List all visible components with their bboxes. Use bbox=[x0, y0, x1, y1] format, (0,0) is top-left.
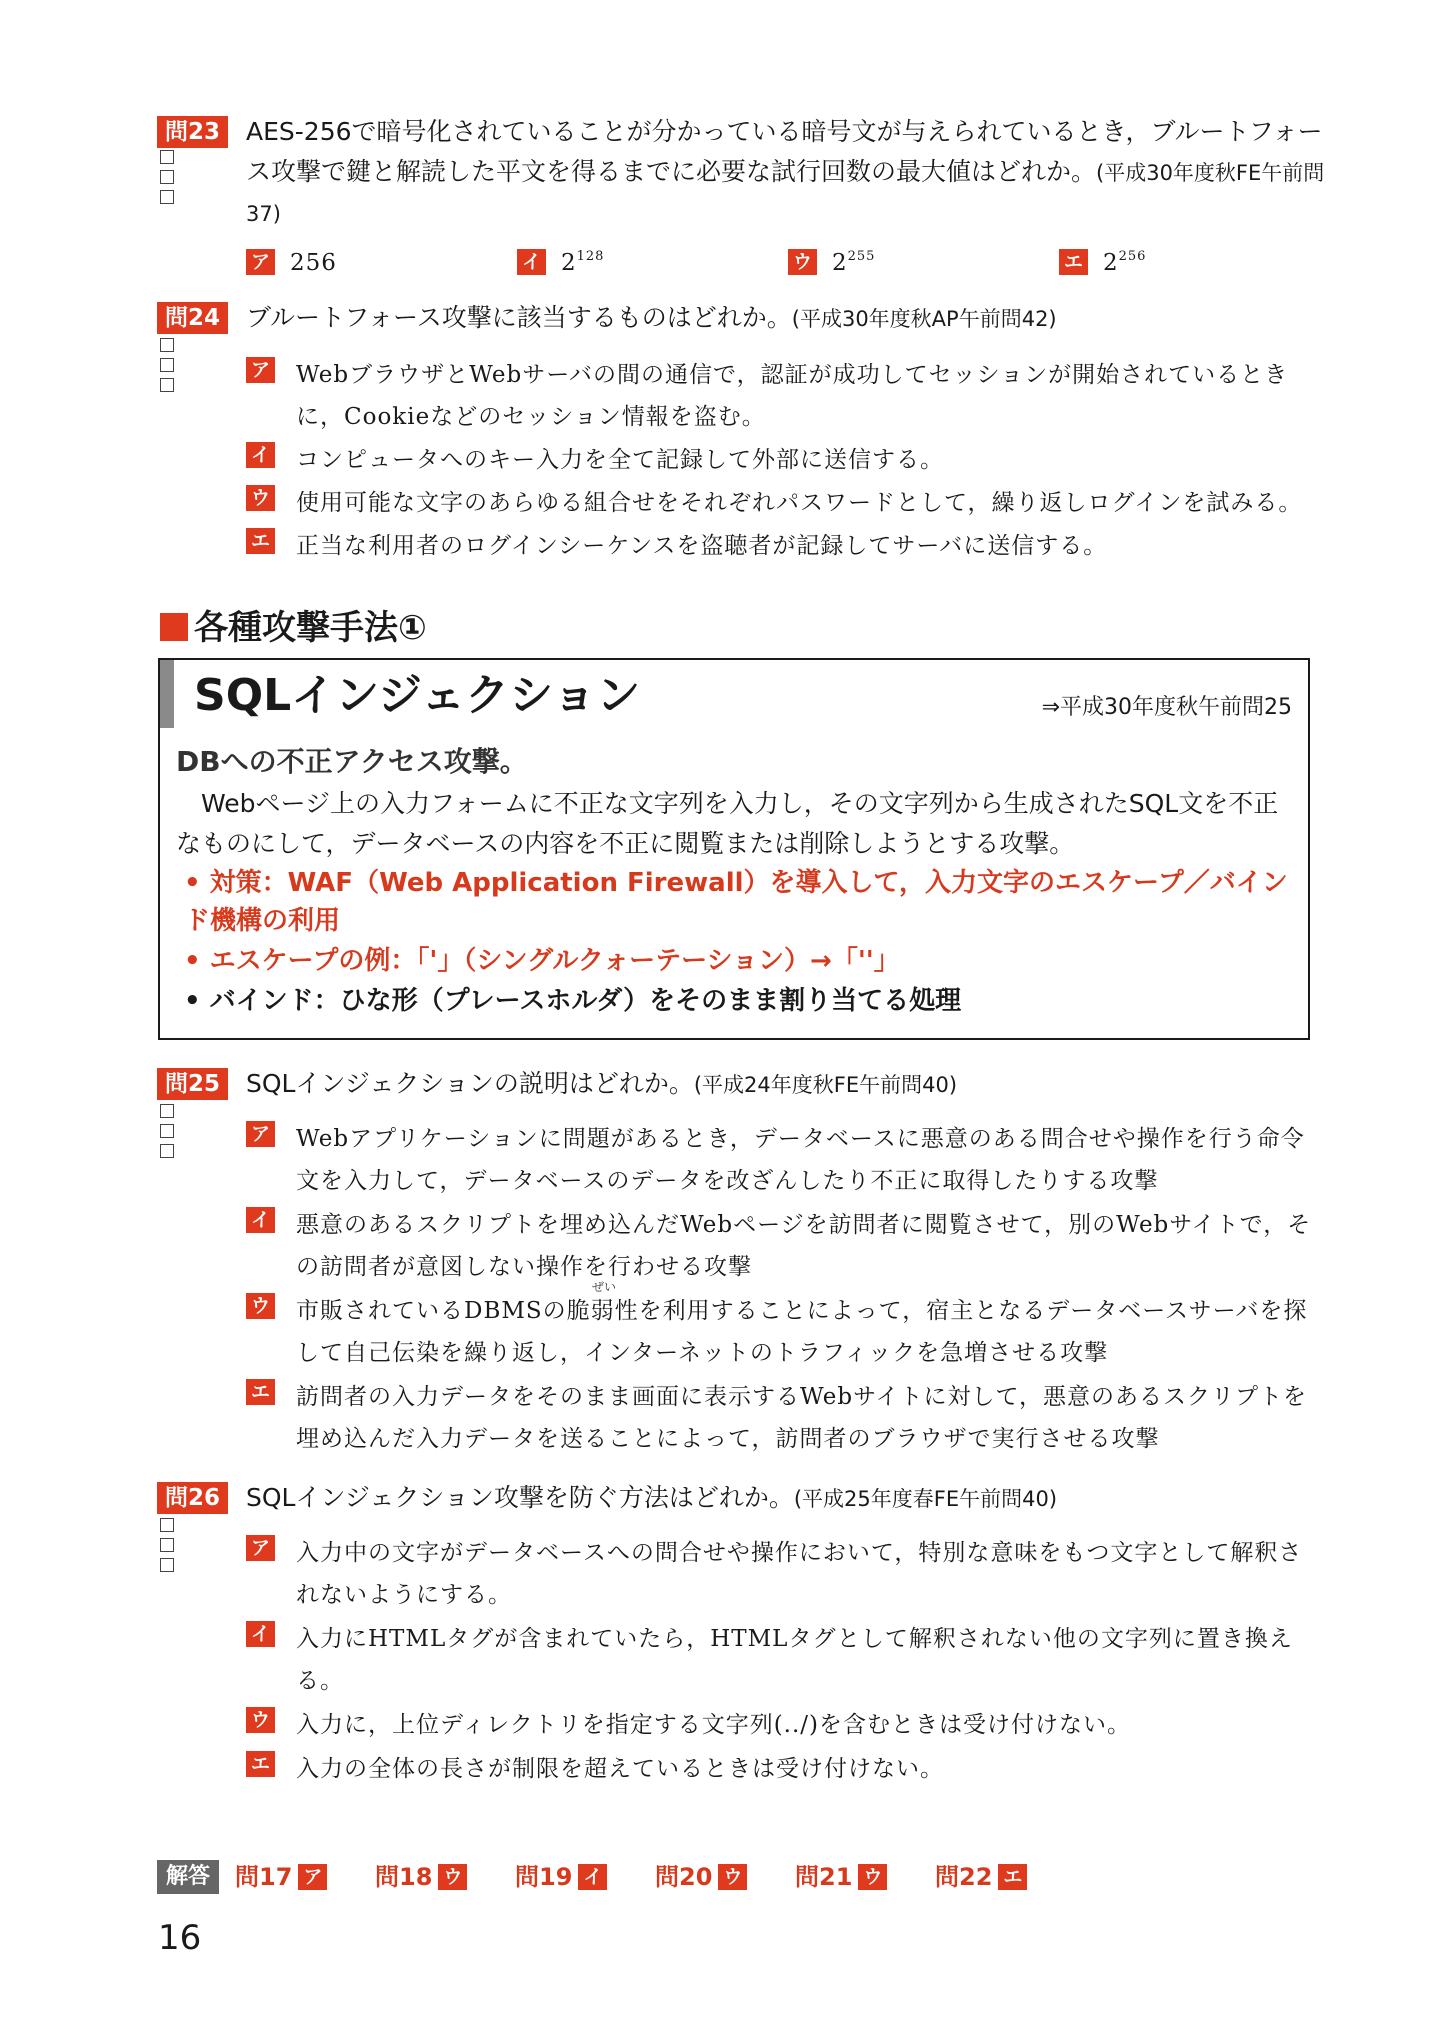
option-e[interactable]: エ 訪問者の入力データをそのまま画面に表示するWebサイトに対して，悪意のあるスクリプトを埋め込んだ入力データを送ることによって，訪問者のブラウザで実行させる攻撃 bbox=[246, 1376, 1326, 1460]
question-label-24: 問24 bbox=[157, 302, 228, 334]
checkbox[interactable] bbox=[160, 1518, 174, 1532]
question-label-23: 問23 bbox=[157, 116, 228, 148]
topic-body: Webページ上の入力フォームに不正な文字列を入力し，その文字列から生成されたSQL文を不正なものにして，データベースの内容を不正に閲覧または削除しようとする攻撃。 bbox=[176, 789, 1279, 858]
option-e[interactable]: エ 正当な利用者のログインシーケンスを盗聴者が記録してサーバに送信する。 bbox=[246, 525, 1326, 567]
option-u[interactable]: ウ $2^{255}$ bbox=[788, 243, 988, 283]
topic-title: SQLインジェクション bbox=[194, 670, 641, 721]
question-text-26: SQLインジェクション攻撃を防ぐ方法はどれか。(平成25年度春FE午前問40) bbox=[246, 1483, 1058, 1512]
topic-subtitle: DBへの不正アクセス攻撃。 bbox=[176, 745, 528, 778]
answer-item: 問20 ウ bbox=[655, 1860, 747, 1894]
checkbox[interactable] bbox=[160, 1104, 174, 1118]
question-text-25: SQLインジェクションの説明はどれか。(平成24年度秋FE午前問40) bbox=[246, 1069, 958, 1098]
answer-item: 問17 ア bbox=[235, 1860, 327, 1894]
question-text-24: ブルートフォース攻撃に該当するものはどれか。(平成30年度秋AP午前問42) bbox=[246, 303, 1057, 332]
section-heading: 各種攻撃手法① bbox=[160, 606, 427, 650]
bullet-countermeasure: • 対策：WAF（Web Application Firewall）を導入して，入力文字のエスケープ／バインド機構の利用 bbox=[184, 868, 1288, 936]
answer-item: 問19 イ bbox=[515, 1860, 607, 1894]
option-e[interactable]: エ 入力の全体の長さが制限を超えているときは受け付けない。 bbox=[246, 1748, 1326, 1790]
option-a[interactable]: ア Webアプリケーションに問題があるとき，データベースに悪意のある問合せや操作を行う命令文を入力して，データベースのデータを改ざんしたり不正に取得したりする攻撃 bbox=[246, 1118, 1326, 1202]
accent-bar bbox=[160, 660, 174, 728]
checkbox[interactable] bbox=[160, 170, 174, 184]
option-u[interactable]: ウ 使用可能な文字のあらゆる組合せをそれぞれパスワードとして，繰り返しログインを試みる。 bbox=[246, 482, 1326, 524]
option-i[interactable]: イ 悪意のあるスクリプトを埋め込んだWebページを訪問者に閲覧させて，別のWebサイトで，その訪問者が意図しない操作を行わせる攻撃 bbox=[246, 1204, 1326, 1288]
topic-reference: ⇒平成30年度秋午前問25 bbox=[1041, 695, 1292, 720]
square-icon bbox=[160, 613, 188, 641]
answer-item: 問22 エ bbox=[935, 1860, 1027, 1894]
answer-key-heading: 解答 bbox=[157, 1860, 219, 1894]
bullet-bind: • バインド：ひな形（プレースホルダ）をそのまま割り当てる処理 bbox=[184, 986, 962, 1016]
option-e[interactable]: エ $2^{256}$ bbox=[1059, 243, 1259, 283]
answer-item: 問21 ウ bbox=[795, 1860, 887, 1894]
checkbox[interactable] bbox=[160, 1558, 174, 1572]
question-text-23: AES-256で暗号化されていることが分かっている暗号文が与えられているとき，ブルートフォース攻撃で鍵と解読した平文を得るまでに必要な試行回数の最大値はどれか。(平成30年度秋FE午前問37) bbox=[246, 117, 1325, 226]
option-i[interactable]: イ 入力にHTMLタグが含まれていたら，HTMLタグとして解釈されない他の文字列に置き換える。 bbox=[246, 1618, 1326, 1702]
page-number: 16 bbox=[158, 1918, 202, 1958]
checkbox[interactable] bbox=[160, 190, 174, 204]
option-a[interactable]: ア WebブラウザとWebサーバの間の通信で，認証が成功してセッションが開始されているときに，Cookieなどのセッション情報を盗む。 bbox=[246, 354, 1326, 438]
question-label-26: 問26 bbox=[157, 1482, 228, 1514]
checkbox[interactable] bbox=[160, 1144, 174, 1158]
option-u[interactable]: ウ 市販されているDBMSの脆弱性を利用することによって，宿主となるデータベースサーバを探して自己伝染を繰り返し，インターネットのトラフィックを急増させる攻撃 bbox=[246, 1290, 1326, 1374]
option-u[interactable]: ウ 入力に，上位ディレクトリを指定する文字列(../)を含むときは受け付けない。 bbox=[246, 1704, 1326, 1746]
checkbox[interactable] bbox=[160, 1124, 174, 1138]
bullet-escape-example: • エスケープの例：「'」（シングルクォーテーション）→「''」 bbox=[184, 946, 900, 976]
checkbox[interactable] bbox=[160, 338, 174, 352]
option-i[interactable]: イ コンピュータへのキー入力を全て記録して外部に送信する。 bbox=[246, 439, 1326, 481]
ruby-annotation: ぜい bbox=[592, 1280, 617, 1294]
option-i[interactable]: イ $2^{128}$ bbox=[517, 243, 717, 283]
checkbox[interactable] bbox=[160, 358, 174, 372]
checkbox[interactable] bbox=[160, 378, 174, 392]
checkbox[interactable] bbox=[160, 150, 174, 164]
option-a[interactable]: ア 入力中の文字がデータベースへの問合せや操作において，特別な意味をもつ文字として解釈されないようにする。 bbox=[246, 1532, 1326, 1616]
topic-box bbox=[158, 658, 1310, 1040]
question-label-25: 問25 bbox=[157, 1068, 228, 1100]
answer-item: 問18 ウ bbox=[375, 1860, 467, 1894]
checkbox[interactable] bbox=[160, 1538, 174, 1552]
option-a[interactable]: ア 256 bbox=[246, 243, 446, 283]
